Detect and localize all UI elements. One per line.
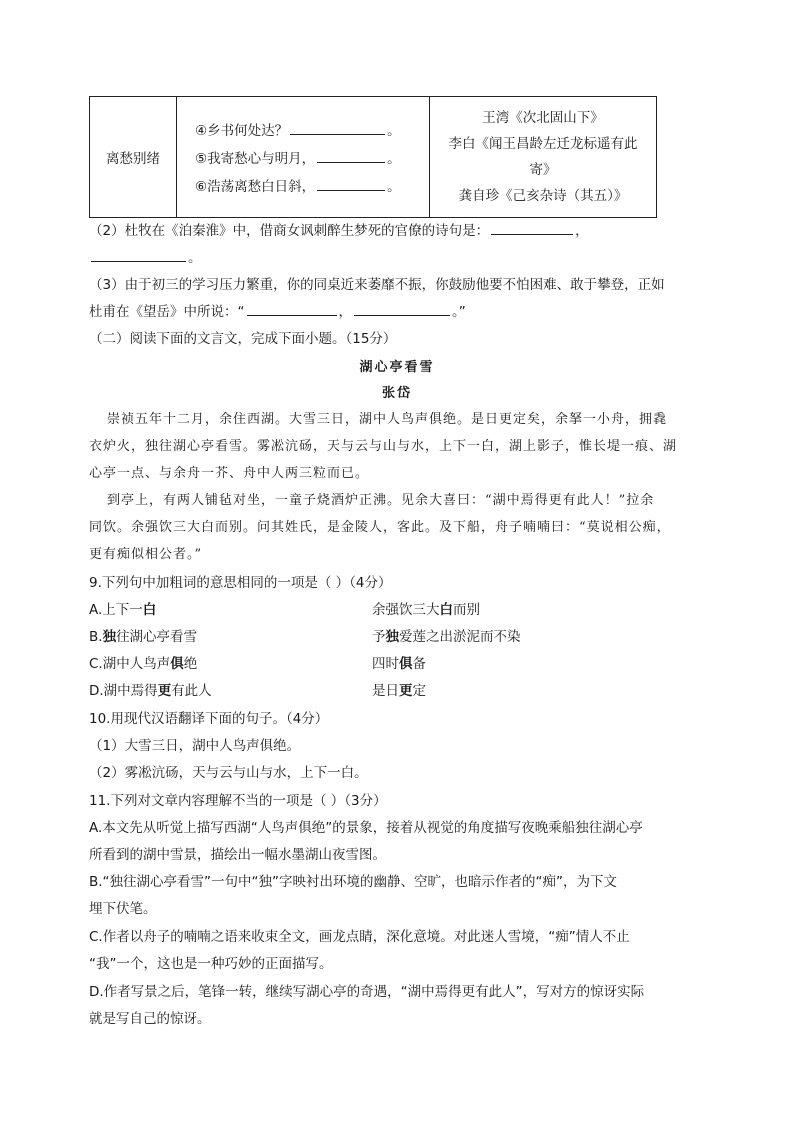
answer-blank[interactable]	[317, 176, 385, 191]
source-1: 王湾《次北固山下》	[482, 110, 604, 126]
category-cell	[90, 97, 177, 217]
question-10-sentence-1: （1）大雪三日，湖中人鸟声俱绝。	[89, 738, 301, 754]
option-c-right: 四时俱备	[372, 656, 426, 672]
question-10-stem: 10.用现代汉语翻译下面的句子。（4分）	[89, 711, 329, 727]
passage-line: 同饮。余强饮三大白而别。问其姓氏，是金陵人，客此。及下船，舟子喃喃曰：“莫说相公痴，	[89, 520, 671, 535]
option-d-cont: 就是写自己的惊讶。	[89, 1011, 211, 1027]
answer-blank[interactable]	[290, 120, 385, 135]
passage-author: 张岱	[381, 386, 412, 401]
poem-table	[89, 96, 657, 218]
option-a-left[interactable]: A.上下一白	[89, 602, 157, 618]
source-3: 龚自珍《己亥杂诗（其五）》	[458, 188, 628, 204]
passage-line: 崇祯五年十二月，余住西湖。大雪三日，湖中人鸟声俱绝。是日更定矣，余拏一小舟，拥毳	[107, 412, 668, 427]
passage-line: 更有痴似相公者。”	[89, 547, 203, 562]
answer-blank[interactable]	[247, 301, 337, 316]
source-2-cont: 寄》	[529, 162, 557, 178]
blank-line-6: ⑥浩荡离愁白日斜， 。	[195, 175, 429, 195]
option-d[interactable]: D.作者写景之后，笔锋一转，继续写湖心亭的奇遇，“湖中焉得更有此人”，写对方的惊讶实际	[89, 984, 645, 1000]
question-3-cont: 杜甫在《望岳》中所说：“ ， 。”	[89, 300, 466, 320]
question-10-sentence-2: （2）雾凇沆砀，天与云与山与水，上下一白。	[89, 765, 368, 781]
option-b-cont: 埋下伏笔。	[89, 901, 157, 917]
answer-blank[interactable]	[354, 301, 450, 316]
option-b[interactable]: B.“独往湖心亭看雪”一句中“独”字映衬出环境的幽静、空旷，也暗示作者的“痴”，为下文	[89, 874, 618, 890]
option-b-left[interactable]: B.独往湖心亭看雪	[89, 629, 198, 645]
question-3: （3）由于初三的学习压力繁重，你的同桌近来萎靡不振，你鼓励他要不怕困难、敢于攀登，正如	[89, 277, 665, 293]
source-2: 李白《闻王昌龄左迁龙标遥有此	[448, 136, 638, 152]
option-b-right: 予独爱莲之出淤泥而不染	[372, 629, 521, 645]
option-a-right: 余强饮三大白而别	[372, 602, 480, 618]
sources-cell	[430, 97, 656, 217]
answer-blank[interactable]	[91, 247, 186, 262]
question-2: （2）杜牧在《泊秦淮》中，借商女讽刺醉生梦死的官僚的诗句是： ，	[89, 219, 589, 239]
question-11-stem: 11.下列对文章内容理解不当的一项是（ ）（3分）	[89, 793, 387, 809]
category-label: 离愁别绪	[106, 151, 160, 167]
question-9-stem: 9.下列句中加粗词的意思相同的一项是（ ）（4分）	[89, 575, 392, 591]
answer-blank[interactable]	[491, 220, 573, 235]
passage-line: 到亭上，有两人铺毡对坐，一童子烧酒炉正沸。见余大喜曰：“湖中焉得更有此人！”拉余	[107, 493, 655, 508]
option-d-right: 是日更定	[372, 683, 426, 699]
blank-line-5: ⑤我寄愁心与明月， 。	[195, 147, 429, 167]
option-c[interactable]: C.作者以舟子的喃喃之语来收束全文，画龙点睛，深化意境。对此迷人雪境，“痴”情人不止	[89, 929, 630, 945]
option-a-cont: 所看到的湖中雪景，描绘出一幅水墨湖山夜雪图。	[89, 847, 386, 863]
blanks-cell	[177, 97, 430, 217]
option-d-left[interactable]: D.湖中焉得更有此人	[89, 683, 212, 699]
option-a[interactable]: A.本文先从听觉上描写西湖“人鸟声俱绝”的景象，接着从视觉的角度描写夜晚乘船独往湖心亭	[89, 820, 643, 836]
option-c-cont: “我”一个，这也是一种巧妙的正面描写。	[89, 956, 333, 972]
passage-line: 心亭一点、与余舟一芥、舟中人两三粒而已。	[89, 466, 370, 481]
passage-line: 衣炉火，独往湖心亭看雪。雾凇沆砀，天与云与山与水，上下一白，湖上影子，惟长堤一痕、湖	[89, 439, 678, 454]
option-c-left[interactable]: C.湖中人鸟声俱绝	[89, 656, 198, 672]
passage-title: 湖心亭看雪	[359, 360, 435, 375]
blank-line-4: ④乡书何处达？ 。	[195, 119, 429, 139]
question-2-cont: 。	[89, 246, 202, 266]
section-2-heading: （二）阅读下面的文言文，完成下面小题。（15分）	[89, 331, 397, 347]
answer-blank[interactable]	[317, 148, 385, 163]
